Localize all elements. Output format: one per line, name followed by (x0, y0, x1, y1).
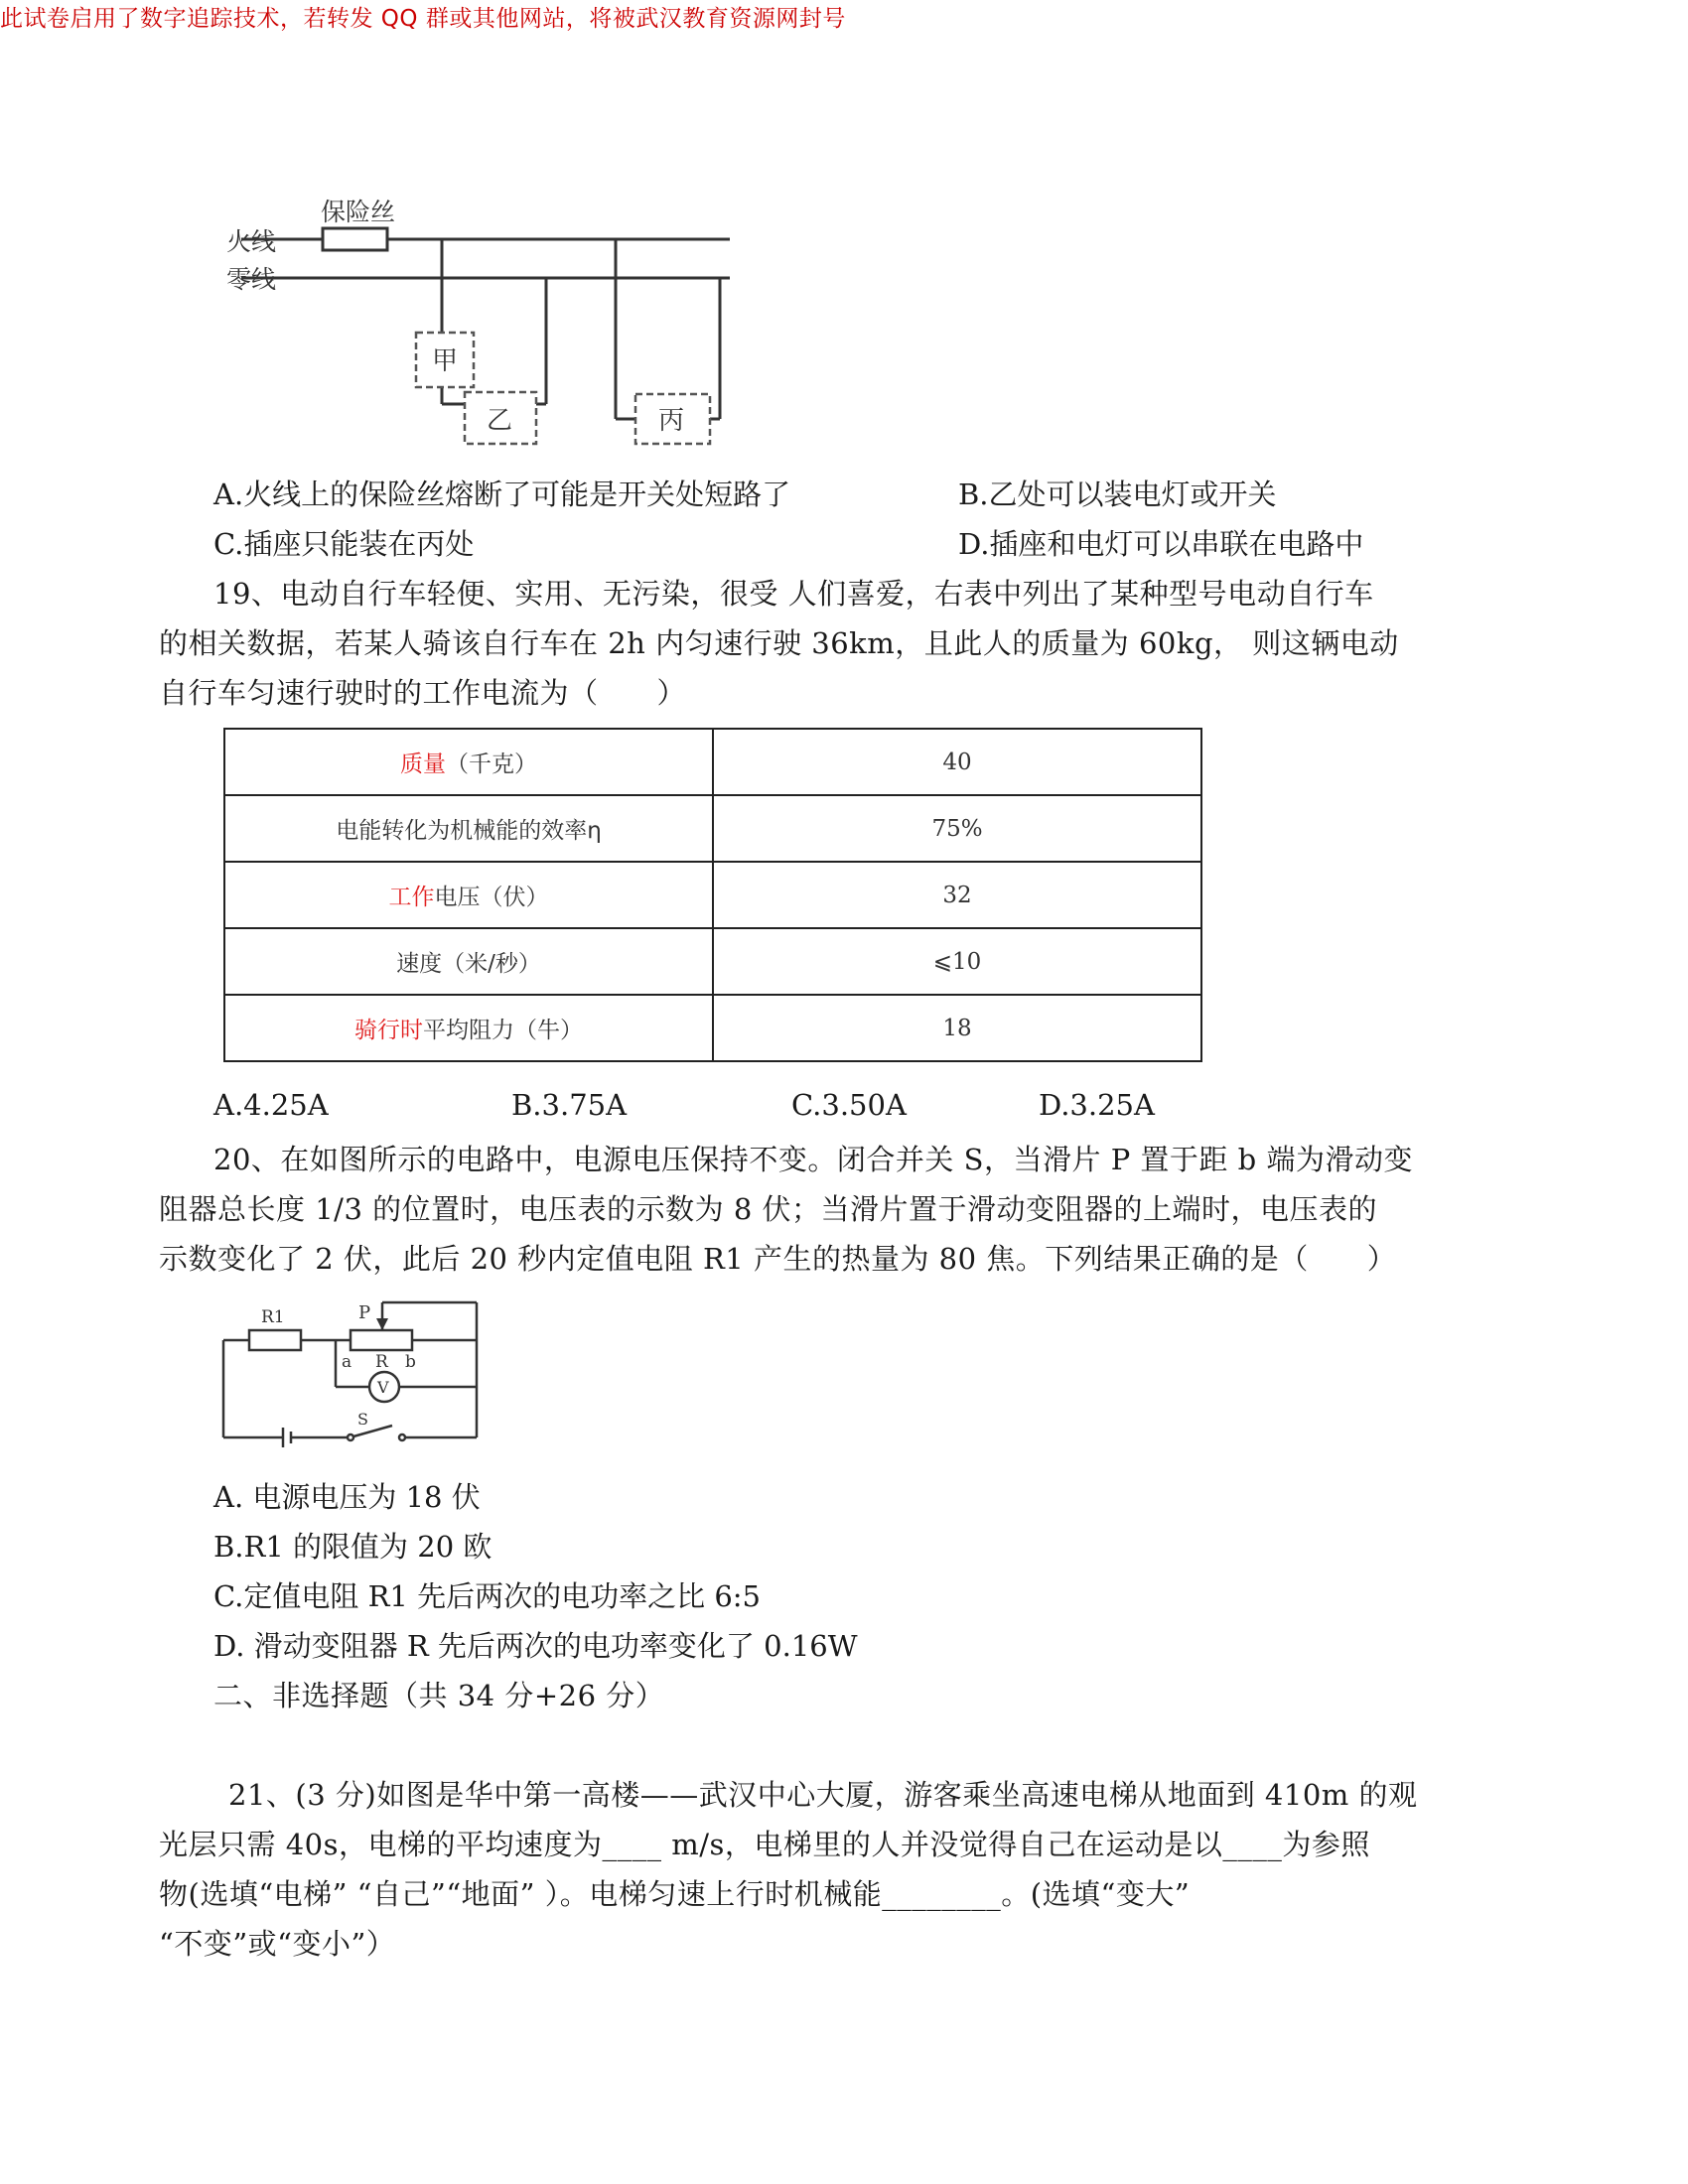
q19-text-line1: 19、电动自行车轻便、实用、无污染，很受 人们喜爱，右表中列出了某种型号电动自行车 (213, 577, 1374, 611)
table-row (224, 995, 1201, 1061)
live-wire-label: 火线 (226, 227, 277, 256)
table-row (224, 928, 1201, 995)
table-row (224, 795, 1201, 862)
q19-text-line2: 的相关数据，若某人骑该自行车在 2h 内匀速行驶 36km，且此人的质量为 60kg， 则这辆电动 (159, 626, 1399, 660)
row-label: 平均阻力（牛） (423, 1018, 583, 1043)
q18-option-d: D.插座和电灯可以串联在电路中 (958, 527, 1364, 561)
row-value: 40 (713, 729, 1201, 795)
box-yi-label: 乙 (487, 406, 513, 436)
q20-text-line2: 阻器总长度 1/3 的位置时，电压表的示数为 8 伏；当滑片置于滑动变阻器的上端时，电压表的 (159, 1192, 1377, 1226)
q21-text-line1: 21、(3 分)如图是华中第一高楼——武汉中心大厦，游客乘坐高速电梯从地面到 410m 的观 (228, 1778, 1418, 1812)
row-value: ⩽10 (713, 928, 1201, 995)
row-value: 75% (713, 795, 1201, 862)
q19-option-a: A.4.25A (213, 1088, 329, 1122)
voltmeter-v-label: V (377, 1378, 389, 1397)
q20-option-b: B.R1 的限值为 20 欧 (213, 1530, 492, 1564)
copyright-notice: 此试卷启用了数字追踪技术，若转发 QQ 群或其他网站，将被武汉教育资源网封号 (0, 6, 846, 32)
q20-text-line1: 20、在如图所示的电路中，电源电压保持不变。闭合并关 S，当滑片 P 置于距 b 端为滑动变 (213, 1143, 1413, 1176)
row-label: 电压（伏） (434, 885, 549, 910)
q21-text-line2: 光层只需 40s，电梯的平均速度为____ m/s，电梯里的人并没觉得自己在运动是以____为参照 (159, 1828, 1370, 1861)
box-jia-label: 甲 (432, 346, 459, 376)
row-label: （千克） (446, 751, 537, 777)
q20-option-c: C.定值电阻 R1 先后两次的电功率之比 6:5 (213, 1579, 761, 1613)
box-bing-label: 丙 (658, 406, 685, 436)
q19-option-d: D.3.25A (1039, 1088, 1155, 1122)
table-row (224, 729, 1201, 795)
rheostat-circuit-diagram (213, 1291, 492, 1449)
slider-p-label: P (358, 1302, 371, 1323)
q21-text-line3: 物(选填“电梯” “自己”“地面” ）。电梯匀速上行时机械能________。(选填“变大” (159, 1877, 1191, 1911)
end-b-label: b (405, 1352, 416, 1372)
q21-text-line4: “不变”或“变小”） (159, 1927, 396, 1961)
row-value: 18 (713, 995, 1201, 1061)
q18-option-a: A.火线上的保险丝熔断了可能是开关处短路了 (213, 478, 791, 511)
switch-s-label: S (357, 1410, 368, 1429)
fuse-label: 保险丝 (321, 198, 396, 226)
row-label-highlight: 质量 (400, 751, 446, 777)
q19-option-c: C.3.50A (791, 1088, 907, 1122)
q18-option-c: C.插座只能装在丙处 (213, 527, 475, 561)
q20-text-line3: 示数变化了 2 伏，此后 20 秒内定值电阻 R1 产生的热量为 80 焦。下列结果正确的是（ ） (159, 1242, 1397, 1276)
row-label-highlight: 骑行时 (354, 1018, 423, 1043)
q20-option-a: A. 电源电压为 18 伏 (213, 1480, 481, 1514)
end-a-label: a (342, 1352, 352, 1372)
household-circuit-diagram (218, 189, 755, 457)
ebike-spec-table (223, 728, 1202, 1062)
section-2-heading: 二、非选择题（共 34 分+26 分） (213, 1679, 665, 1712)
row-label: 电能转化为机械能的效率η (336, 818, 602, 844)
q20-option-d: D. 滑动变阻器 R 先后两次的电功率变化了 0.16W (213, 1629, 858, 1663)
neutral-wire-label: 零线 (226, 265, 277, 294)
q19-text-line3: 自行车匀速行驶时的工作电流为（ ） (159, 676, 687, 710)
r1-label: R1 (261, 1307, 285, 1327)
row-label-highlight: 工作 (388, 885, 435, 910)
table-row (224, 862, 1201, 928)
rheostat-r-label: R (375, 1352, 388, 1372)
q19-option-b: B.3.75A (511, 1088, 628, 1122)
q18-option-b: B.乙处可以装电灯或开关 (958, 478, 1277, 511)
row-value: 32 (713, 862, 1201, 928)
row-label: 速度（米/秒） (396, 951, 541, 977)
